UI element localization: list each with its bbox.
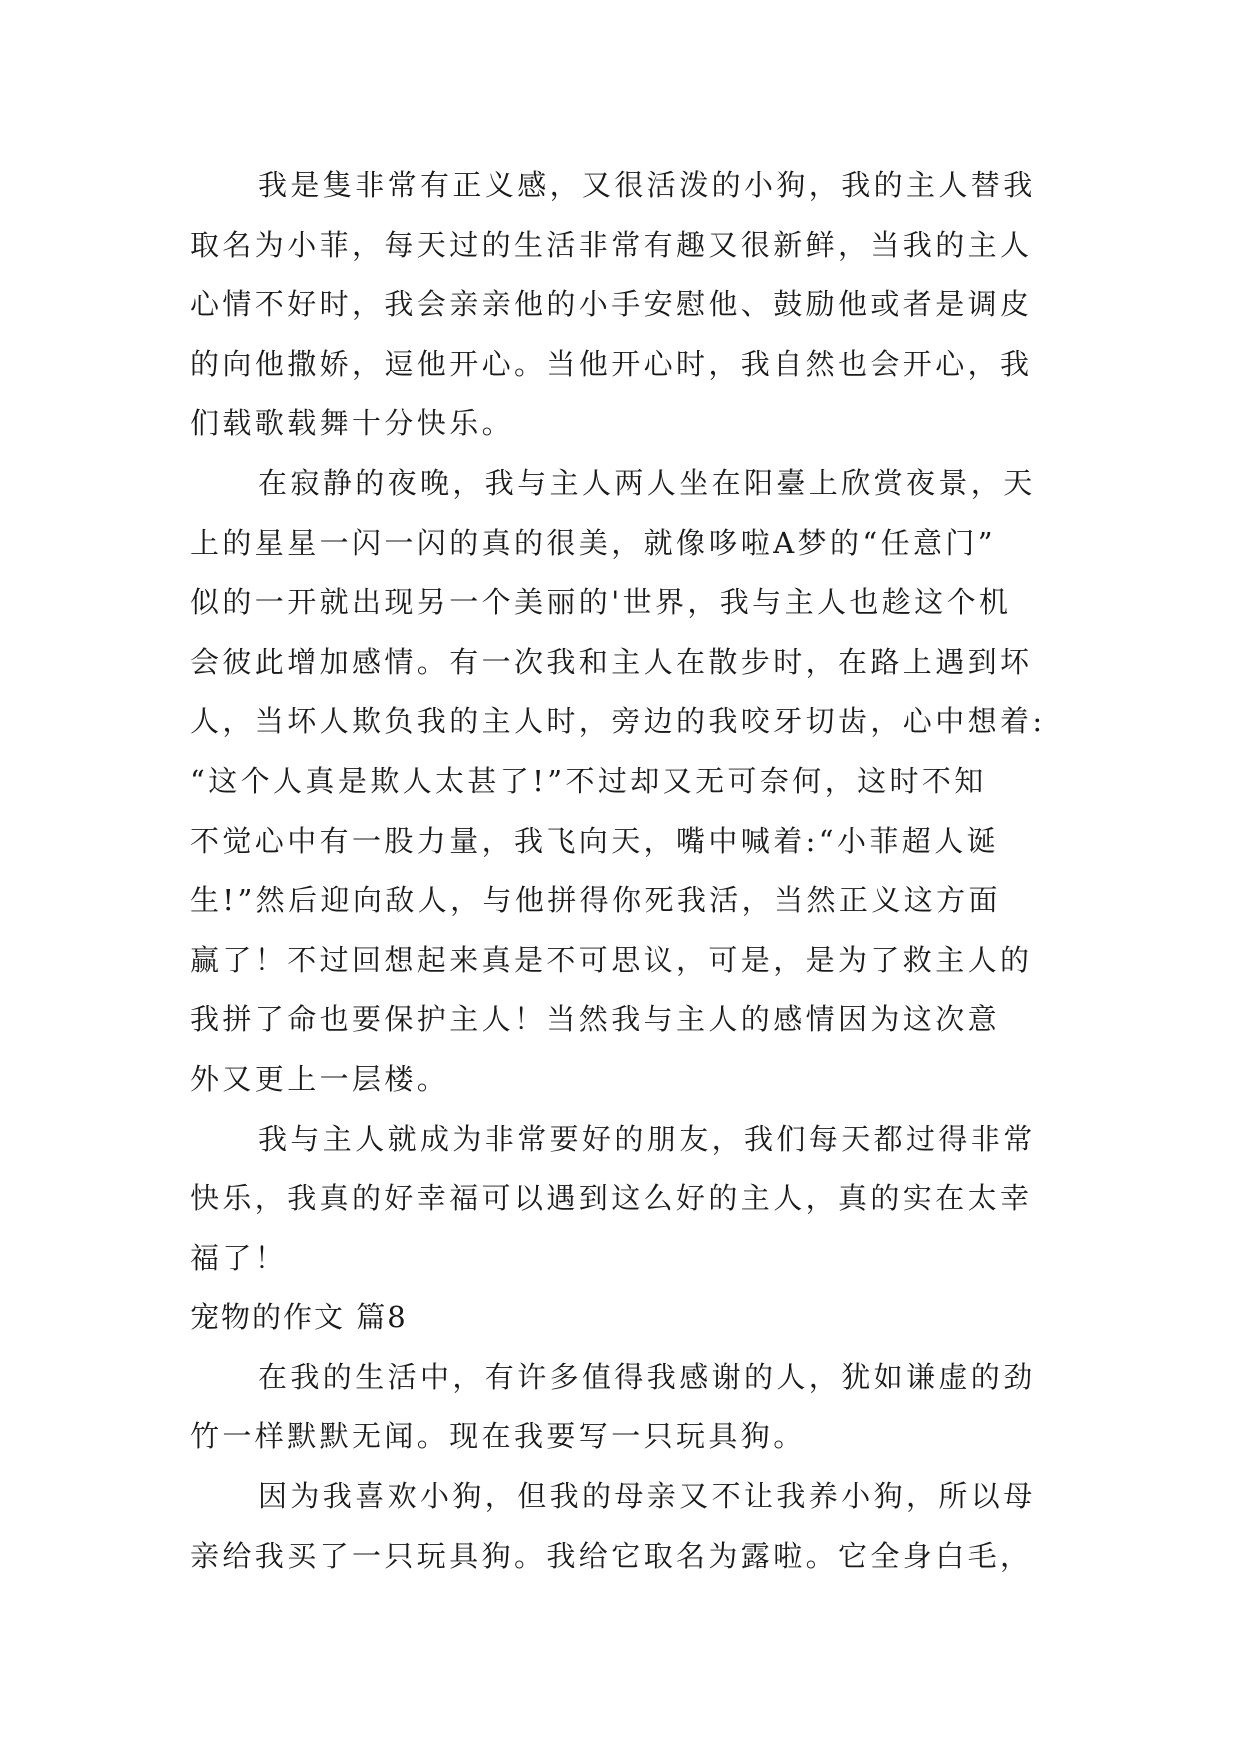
text-line: 们载歌载舞十分快乐。 — [190, 406, 515, 441]
text-line: 在我的生活中，有许多值得我感谢的人，犹如谦虚的劲 — [258, 1359, 1036, 1394]
paragraph — [190, 454, 1070, 1110]
paragraph — [190, 1348, 1070, 1467]
text-line: 我与主人就成为非常要好的朋友，我们每天都过得非常 — [258, 1121, 1036, 1156]
paragraph — [190, 1467, 1070, 1586]
text-line: 不觉心中有一股力量，我飞向天，嘴中喊着:“小菲超人诞 — [190, 823, 999, 858]
text-line: “这个人真是欺人太甚了!”不过却又无可奈何，这时不知 — [190, 763, 987, 798]
text-line: 心情不好时，我会亲亲他的小手安慰他、鼓励他或者是调皮 — [190, 287, 1033, 322]
text-line: 因为我喜欢小狗，但我的母亲又不让我养小狗，所以母 — [258, 1479, 1036, 1514]
text-line: 快乐，我真的好幸福可以遇到这么好的主人，真的实在太幸 — [190, 1181, 1033, 1216]
text-line: 我拼了命也要保护主人！当然我与主人的感情因为这次意 — [190, 1002, 1001, 1037]
text-line: 似的一开就出现另一个美丽的'世界，我与主人也趁这个机 — [190, 585, 1012, 620]
text-line: 会彼此增加感情。有一次我和主人在散步时，在路上遇到坏 — [190, 644, 1033, 679]
text-line: 福了！ — [190, 1240, 288, 1275]
paragraph — [190, 156, 1070, 454]
text-line: 生!”然后迎向敌人，与他拼得你死我活，当然正义这方面 — [190, 883, 1001, 918]
text-line: 外又更上一层楼。 — [190, 1061, 450, 1096]
text-line: 取名为小菲，每天过的生活非常有趣又很新鲜，当我的主人 — [190, 227, 1033, 262]
text-line: 亲给我买了一只玩具狗。我给它取名为露啦。它全身白毛， — [190, 1538, 1033, 1573]
text-line: 上的星星一闪一闪的真的很美，就像哆啦A梦的“任意门” — [190, 525, 996, 560]
text-line: 竹一样默默无闻。现在我要写一只玩具狗。 — [190, 1419, 806, 1454]
text-line: 赢了！不过回想起来真是不可思议，可是，是为了救主人的 — [190, 942, 1033, 977]
text-line: 人，当坏人欺负我的主人时，旁边的我咬牙切齿，心中想着: — [190, 704, 1046, 739]
section-heading: 宠物的作文 篇8 — [190, 1300, 408, 1335]
text-line: 在寂静的夜晚，我与主人两人坐在阳臺上欣赏夜景，天 — [258, 465, 1036, 500]
text-line: 我是隻非常有正义感，又很活泼的小狗，我的主人替我 — [258, 168, 1036, 202]
paragraph — [190, 1110, 1070, 1289]
text-line: 的向他撒娇，逗他开心。当他开心时，我自然也会开心，我 — [190, 346, 1033, 381]
document-body — [190, 156, 1070, 1586]
